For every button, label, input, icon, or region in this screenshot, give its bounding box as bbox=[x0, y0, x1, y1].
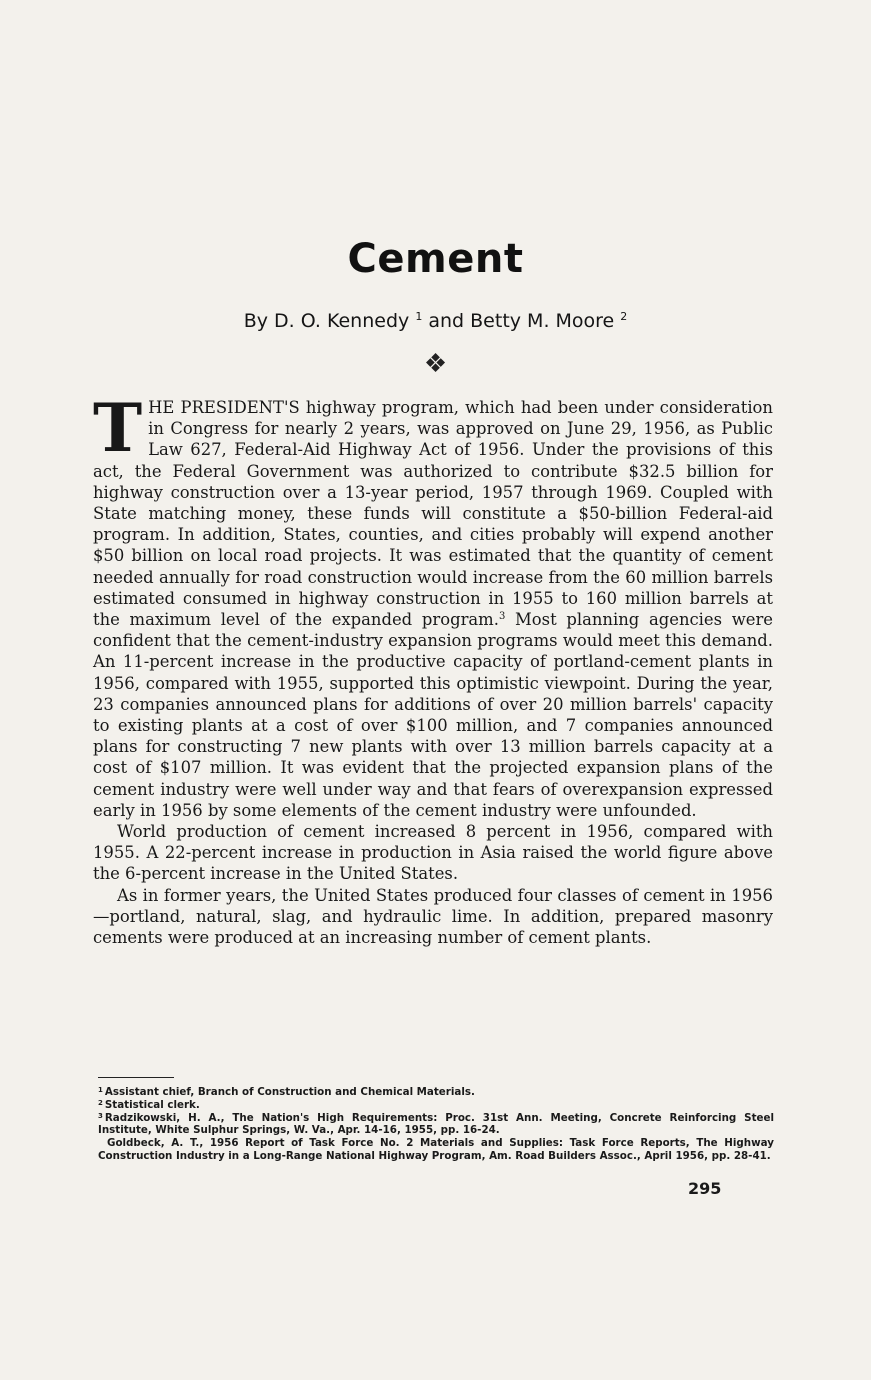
footnotes bbox=[98, 1086, 774, 1163]
author-1: By D. O. Kennedy bbox=[243, 310, 410, 332]
byline bbox=[0, 310, 871, 332]
footnote-text: Radzikowski, H. A., The Nation's High Requirements: Proc. 31st Ann. Meeting, Concrete Reinforcing Steel Institute, White Sulphur Springs, W. Va., Apr. 14-16, 1955, pp. 16-24. bbox=[98, 1111, 774, 1137]
drop-cap: T bbox=[93, 389, 143, 467]
footnote-1 bbox=[98, 1086, 774, 1099]
footnote-text: Assistant chief, Branch of Construction and Chemical Materials. bbox=[104, 1086, 475, 1098]
ornament-icon: ❖ bbox=[423, 349, 448, 379]
footnote-ref-3: 3 bbox=[498, 611, 506, 623]
footnote-text: Statistical clerk. bbox=[104, 1098, 200, 1111]
footnote-divider bbox=[98, 1077, 174, 1078]
article-title: Cement bbox=[347, 236, 524, 282]
article-body bbox=[93, 389, 774, 948]
paragraph-2: World production of cement increased 8 percent in 1956, compared with 1955. A 22-percent increase in production in Asia raised the world figure above the 6-percent increase in the United States. bbox=[93, 822, 773, 884]
paragraph-1-text-b: Most planning agencies were confident that the cement-industry expansion programs would meet this demand. An 11-percent increase in the productive capacity of portland-cement plants in 1956, compared with 1955, supported this optimistic viewpoint. During the year, 23 companies announced plans for additions of over 20 million barrels' capacity to existing plants at a cost of over $100 million, and 7 companies announced plans for constructing 7 new plants with over 13 million barrels capacity at a cost of $107 million. It was evident that the projected expansion plans of the cement industry were well under way and that fears of overexpansion expressed early in 1956 by some elements of the cement industry were unfounded. bbox=[93, 610, 774, 820]
footnote-3 bbox=[98, 1112, 774, 1138]
paragraph-1 bbox=[93, 389, 774, 821]
author-1-footnote-ref: 1 bbox=[415, 310, 423, 323]
paragraph-3: As in former years, the United States produced four classes of cement in 1956—portland, natural, slag, and hydraulic lime. In addition, prepared masonry cements were produced at an increasing number of cement plants. bbox=[93, 885, 773, 948]
footnote-number: 2 bbox=[98, 1098, 103, 1107]
footnote-text: Goldbeck, A. T., 1956 Report of Task Force No. 2 Materials and Supplies: Task Force Reports, The Highway Construction Industry in a Long-Range National Highway Program, Am. Road Builders Assoc., April 1956, pp. 28-41. bbox=[98, 1137, 774, 1162]
footnote-number: 1 bbox=[98, 1086, 103, 1094]
footnote-3-continued bbox=[98, 1137, 774, 1163]
footnote-2 bbox=[98, 1099, 774, 1112]
paragraph-1-text-a: HE PRESIDENT'S highway program, which had been under consideration in Congress for nearly 2 years, was approved on June 29, 1956, as Public Law 627, Federal-Aid Highway Act of 1956. Under the provisions of this act, the Federal Government was authorized to contribute $32.5 billion for highway construction over a 13-year period, 1957 through 1969. Coupled with State matching money, these funds will constitute a $50-billion Federal-aid program. In addition, States, counties, and cities probably will expend another $50 billion on local road projects. It was estimated that the quantity of cement needed annually for road construction would increase from the 60 million barrels estimated consumed in highway construction in 1955 to 160 million barrels at the maximum level of the expanded program. bbox=[93, 398, 773, 630]
author-2-footnote-ref: 2 bbox=[620, 310, 628, 323]
footnote-number: 3 bbox=[98, 1111, 103, 1120]
page-number: 295 bbox=[688, 1179, 722, 1198]
author-2: and Betty M. Moore bbox=[428, 310, 615, 332]
